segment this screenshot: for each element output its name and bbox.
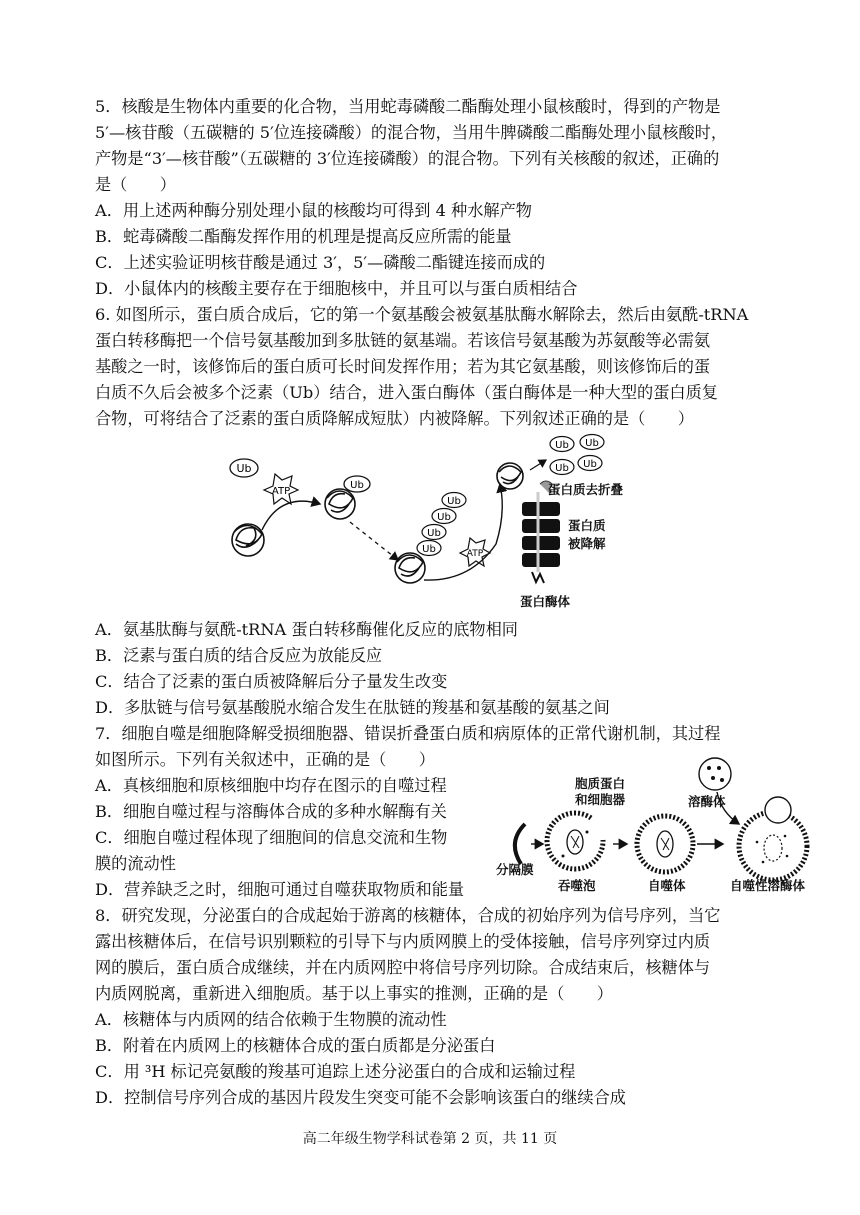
ubiquitin-chain (417, 493, 466, 556)
q6-stem-line-4: 白质不久后会被多个泛素（Ub）结合，进入蛋白酶体（蛋白酶体是一种大型的蛋白质复 (95, 383, 718, 402)
released-ubiquitin (550, 435, 604, 475)
protein-coil-icon (325, 489, 355, 519)
ubiquitin-label: Ub (583, 459, 597, 470)
degrade-label-1: 蛋白质 (568, 518, 606, 533)
q7-option-c: C．细胞自噬过程体现了细胞间的信息交流和生物 (95, 828, 448, 847)
autophagosome-icon (637, 816, 693, 872)
ubiquitin-label: Ub (427, 528, 441, 539)
arrow-1-icon (262, 501, 320, 530)
q5-stem-line-2: 5′—核苷酸（五碳糖的 5′位连接磷酸）的混合物，当用牛脾磷酸二酯酶处理小鼠核酸时， (95, 123, 728, 142)
ubiquitin-label: Ub (555, 463, 569, 474)
q6-option-c: C．结合了泛素的蛋白质被降解后分子量发生改变 (95, 672, 448, 691)
q6-option-a: A．氨基肽酶与氨酰-tRNA 蛋白转移酶催化反应的底物相同 (95, 620, 518, 639)
q5-option-c: C．上述实验证明核苷酸是通过 3′，5′—磷酸二酯键连接而成的 (95, 253, 546, 272)
q5-stem-line-3: 产物是“3′—核苷酸”（五碳糖的 3′位连接磷酸）的混合物。下列有关核酸的叙述，正确的 (95, 149, 720, 168)
q7-option-b: B．细胞自噬过程与溶酶体合成的多种水解酶有关 (95, 802, 447, 821)
ubiquitin-label: Ub (555, 440, 569, 451)
ubiquitin-label: Ub (585, 438, 599, 449)
autophagosome-label: 自噬体 (648, 878, 686, 893)
membrane-label: 分隔膜 (496, 862, 534, 877)
q6-stem-line-3: 基酸之一时，该修饰后的蛋白质可长时间发挥作用；若为其它氨基酸，则该修饰后的蛋 (95, 357, 711, 376)
ubiquitin-label: Ub (236, 462, 252, 475)
phagophore-label: 吞噬泡 (558, 878, 596, 893)
q5-stem-line-1: 5．核酸是生物体内重要的化合物，当用蛇毒磷酸二酯酶处理小鼠核酸时，得到的产物是 (95, 97, 721, 116)
protein-coil-icon (395, 553, 425, 583)
q5-option-d: D．小鼠体内的核酸主要存在于细胞核中，并且可以与蛋白质相结合 (95, 279, 578, 298)
q7-stem-line-2: 如图所示。下列有关叙述中，正确的是（ ） (95, 750, 435, 769)
q5-stem-line-4: 是（ ） (95, 175, 176, 194)
q7-option-a: A．真核细胞和原核细胞中均存在图示的自噬过程 (95, 776, 447, 795)
release-arrow-icon (530, 460, 546, 470)
q8-option-a: A．核糖体与内质网的结合依赖于生物膜的流动性 (95, 1010, 447, 1029)
q7-option-d: D．营养缺乏之时，细胞可通过自噬获取物质和能量 (95, 880, 465, 899)
ubiquitin-label: Ub (447, 496, 461, 507)
atp-label: ATP (271, 486, 291, 497)
q8-option-c: C．用 ³H 标记亮氨酸的羧基可追踪上述分泌蛋白的合成和运输过程 (95, 1062, 576, 1081)
dashed-arrow-icon (350, 522, 398, 560)
q8-stem-line-3: 网的膜后，蛋白质合成继续，并在内质网腔中将信号序列切除。合成结束后，核糖体与 (95, 958, 711, 977)
q6-stem-line-2: 蛋白转移酶把一个信号氨基酸加到多肽链的氨基端。若该信号氨基酸为苏氨酸等必需氨 (95, 331, 711, 350)
q7-stem-line-1: 7．细胞自噬是细胞降解受损细胞器、错误折叠蛋白质和病原体的正常代谢机制，其过程 (95, 724, 721, 743)
unfold-label: 蛋白质去折叠 (548, 482, 624, 497)
ubiquitin-label: Ub (437, 512, 451, 523)
degrade-label-2: 被降解 (568, 536, 606, 551)
protein-coil-icon (497, 463, 523, 489)
phagophore-icon (547, 813, 603, 869)
q6-stem-line-5: 合物，可将结合了泛素的蛋白质降解成短肽）内被降解。下列叙述正确的是（ ） (95, 409, 694, 428)
atp-label: ATP (466, 549, 484, 559)
q6-option-b: B．泛素与蛋白质的结合反应为放能反应 (95, 646, 383, 665)
q8-stem-line-1: 8．研究发现，分泌蛋白的合成起始于游离的核糖体，合成的初始序列为信号序列，当它 (95, 906, 721, 925)
separating-membrane-icon (515, 824, 525, 864)
cytoplasm-label-2: 和细胞器 (575, 792, 626, 807)
q7-option-c-cont: 膜的流动性 (95, 854, 176, 873)
ubiquitin-label: Ub (422, 544, 436, 555)
lysosome-icon (699, 758, 731, 790)
q8-option-b: B．附着在内质网上的核糖体合成的蛋白质都是分泌蛋白 (95, 1036, 496, 1055)
protein-coil-icon (232, 524, 264, 556)
q6-option-d: D．多肽链与信号氨基酸脱水缩合发生在肽链的羧基和氨基酸的氨基之间 (95, 698, 610, 717)
q5-option-a: A．用上述两种酶分别处理小鼠的核酸均可得到 4 种水解产物 (95, 201, 532, 220)
q8-option-d: D．控制信号序列合成的基因片段发生突变可能不会影响该蛋白的继续合成 (95, 1088, 626, 1107)
autolysosome-icon (739, 797, 807, 880)
proteasome-label: 蛋白酶体 (520, 594, 571, 609)
lysosome-label: 溶酶体 (688, 794, 726, 809)
q8-stem-line-4: 内质网脱离，重新进入细胞质。基于以上事实的推测，正确的是（ ） (95, 984, 613, 1003)
autolysosome-label: 自噬性溶酶体 (730, 878, 806, 893)
cytoplasm-label-1: 胞质蛋白 (575, 776, 626, 791)
q6-stem-line-1: 6. 如图所示，蛋白质合成后，它的第一个氨基酸会被氨基肽酶水解除去，然后由氨酰-tRNA (95, 305, 749, 324)
page-footer: 高二年级生物学科试卷第 2 页，共 11 页 (302, 1131, 558, 1147)
q5-option-b: B．蛇毒磷酸二酯酶发挥作用的机理是提高反应所需的能量 (95, 227, 512, 246)
ubiquitin-label: Ub (350, 480, 364, 491)
q8-stem-line-2: 露出核糖体后，在信号识别颗粒的引导下与内质网膜上的受体接触，信号序列穿过内质 (95, 932, 711, 951)
